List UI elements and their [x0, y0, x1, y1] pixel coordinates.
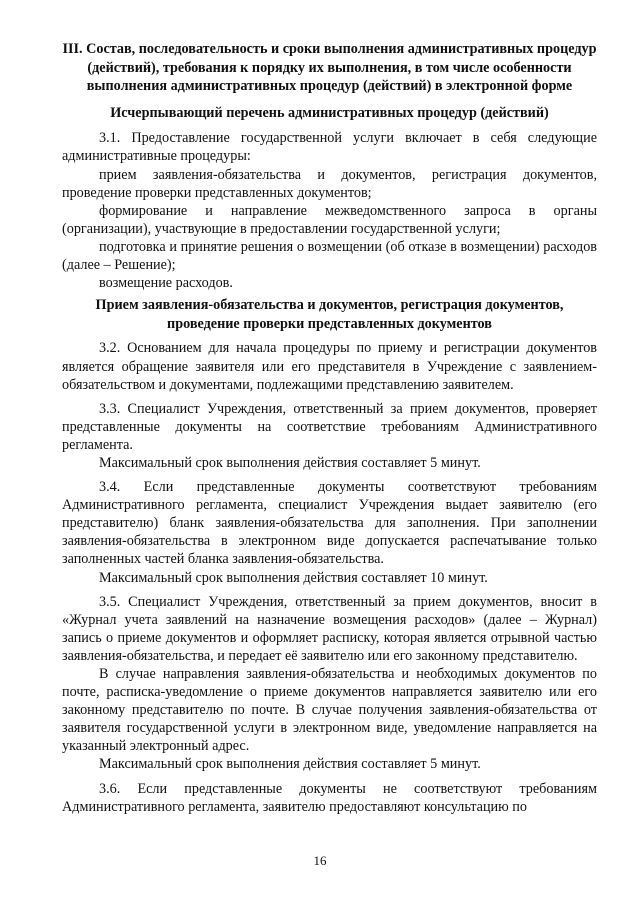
section-heading: Прием заявления-обязательства и документов, регистрация документов, проведение проверки представленных документов [95, 297, 564, 332]
chapter-title: III. Состав, последовательность и сроки выполнения административных процедур (действий), требования к порядку их выполнения, в том числе особенности выполнения административных процедур (действий) в электронной форме [62, 41, 597, 95]
paragraph-3-6: 3.6. Если представленные документы не соответствуют требованиям Административного регламента, заявителю предоставляют консультацию по [62, 780, 597, 815]
list-heading: Исчерпывающий перечень административных процедур (действий) [110, 104, 549, 121]
paragraph-3-4: 3.4. Если представленные документы соответствуют требованиям Административного регламента, специалист Учреждения выдает заявителю (его представителю) бланк заявления-обязательства для заполнения. При заполнении заявления-обязательства в электронном виде допускается распечатывание только заполненных частей бланка заявления-обязательства. [62, 479, 597, 568]
list-item-reception: прием заявления-обязательства и документов, регистрация документов, проведение проверки представленных документов; [62, 166, 597, 201]
paragraph-3-3: 3.3. Специалист Учреждения, ответственный за прием документов, проверяет представленные документы на соответствие требованиям Административного регламента. [62, 400, 597, 453]
list-item-interagency-request: формирование и направление межведомственного запроса в органы (организации), участвующие в предоставлении государственной услуги; [62, 202, 597, 237]
paragraph-3-2: 3.2. Основанием для начала процедуры по приему и регистрации документов является обращение заявителя или его представителя в Учреждение с заявлением-обязательством и документами, подлежащими представлению заявителем. [62, 340, 597, 393]
paragraph-3-1: 3.1. Предоставление государственной услуги включает в себя следующие административные процедуры: [62, 130, 597, 165]
paragraph-3-5: 3.5. Специалист Учреждения, ответственный за прием документов, вносит в «Журнал учета заявлений на назначение возмещения расходов» (далее – Журнал) запись о приеме документов и оформляет расписку, которая является отрывной частью заявления-обязательства, и передает её заявителю или его законному представителю. [62, 593, 597, 664]
list-item-reimbursement: возмещение расходов. [99, 275, 233, 292]
page-number: 16 [313, 853, 327, 868]
list-item-decision: подготовка и принятие решения о возмещении (об отказе в возмещении) расходов (далее – Решение); [62, 238, 597, 274]
paragraph-3-4-term: Максимальный срок выполнения действия составляет 10 минут. [99, 569, 488, 586]
paragraph-3-5-term: Максимальный срок выполнения действия составляет 5 минут. [99, 756, 481, 773]
paragraph-3-3-term: Максимальный срок выполнения действия составляет 5 минут. [99, 454, 481, 471]
paragraph-3-5-mail: В случае направления заявления-обязательства и необходимых документов по почте, расписка-уведомление о приеме документов направляется заявителю или его законному представителю по почте. В случае получения заявления-обязательства от заявителя государственной услуги в электронном виде, уведомление направляется на указанный электронный адрес. [62, 666, 597, 755]
document-page [62, 40, 597, 816]
